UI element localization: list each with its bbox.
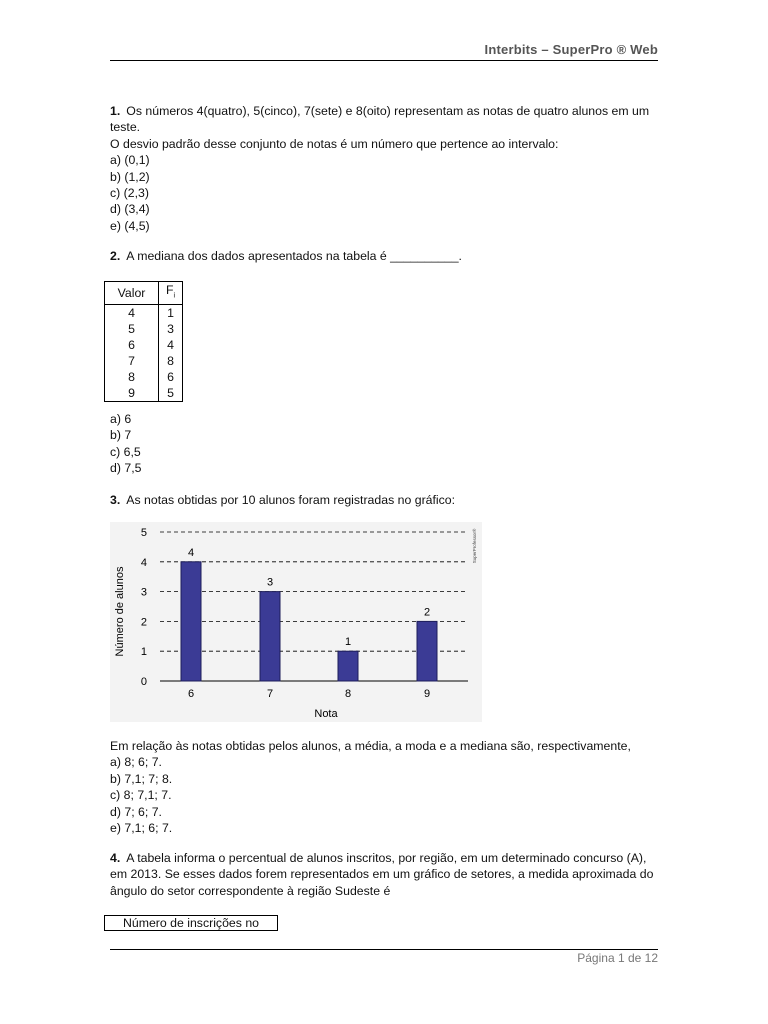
question-2	[110, 248, 660, 264]
question-4	[110, 850, 660, 899]
bar	[181, 562, 201, 681]
option-c: c) 8; 7,1; 7.	[110, 788, 172, 803]
footer-rule	[110, 949, 658, 950]
y-tick-label: 2	[140, 616, 147, 629]
data-label: 2	[423, 606, 431, 619]
question-number: 3.	[110, 493, 121, 507]
header-rule	[110, 60, 658, 61]
table-row: 8 6	[105, 369, 183, 385]
y-tick-label: 1	[140, 646, 147, 659]
table-row: 7 8	[105, 353, 183, 369]
option-c: c) (2,3)	[110, 186, 149, 201]
y-tick-label: 5	[140, 527, 147, 539]
y-tick-label: 0	[140, 676, 147, 688]
bar	[338, 651, 358, 681]
question-1	[110, 103, 660, 234]
data-label: 4	[187, 546, 195, 559]
question-text: A tabela informa o percentual de alunos inscritos, por região, em um determinado concurso (A), em 2013. Se esses dados forem representados em um gráfico de setores, a medida aproximada do ângulo do setor correspondente à região Sudeste é	[110, 851, 654, 898]
option-d: d) 7,5	[110, 461, 142, 476]
option-b: b) 7	[110, 428, 132, 443]
question-3	[110, 492, 660, 508]
option-e: e) 7,1; 6; 7.	[110, 821, 173, 836]
bar	[417, 621, 437, 681]
bar-chart	[110, 522, 482, 722]
x-tick-label: 7	[266, 688, 274, 700]
option-b: b) (1,2)	[110, 169, 150, 184]
table-header-valor: Valor	[105, 282, 159, 305]
question-text: Os números 4(quatro), 5(cinco), 7(sete) e 8(oito) representam as notas de quatro alunos em um teste.	[110, 104, 650, 135]
watermark-text: SuperProfessor®	[472, 528, 477, 564]
question-text-2: O desvio padrão desse conjunto de notas é um número que pertence ao intervalo:	[110, 136, 559, 151]
question-number: 4.	[110, 851, 121, 865]
y-tick-label: 3	[140, 586, 147, 599]
x-axis-title: Nota	[314, 708, 338, 720]
y-axis-title: Número de alunos	[114, 566, 126, 657]
question-3-options	[110, 738, 660, 836]
question-2-options	[110, 411, 660, 477]
q4-table-header: Número de inscrições no	[104, 915, 278, 931]
table-row: 9 5	[105, 385, 183, 402]
table-header-fi: $F_i$	[159, 282, 183, 305]
option-d: d) (3,4)	[110, 202, 150, 217]
data-label: 1	[344, 636, 352, 649]
data-label: 3	[266, 576, 274, 589]
table-row: 5 3	[105, 321, 183, 337]
table-row: 6 4	[105, 337, 183, 353]
option-e: e) (4,5)	[110, 218, 150, 233]
question-number: 2.	[110, 249, 121, 263]
option-a: a) (0,1)	[110, 153, 150, 168]
option-d: d) 7; 6; 7.	[110, 804, 162, 819]
frequency-table	[104, 281, 183, 402]
bar	[260, 592, 280, 681]
x-tick-label: 8	[344, 688, 352, 700]
header-title: Interbits – SuperPro ® Web	[484, 42, 658, 57]
page-number: Página 1 de 12	[577, 951, 658, 965]
question-text: A mediana dos dados apresentados na tabela é __________.	[126, 249, 462, 263]
x-tick-label: 9	[423, 688, 431, 700]
option-a: a) 8; 6; 7.	[110, 755, 162, 770]
x-tick-label: 6	[187, 688, 195, 700]
table-row: 4 1	[105, 305, 183, 322]
option-b: b) 7,1; 7; 8.	[110, 771, 173, 786]
question-text: As notas obtidas por 10 alunos foram registradas no gráfico:	[126, 493, 456, 507]
option-c: c) 6,5	[110, 444, 141, 459]
y-tick-label: 4	[140, 556, 147, 569]
question-text-2: Em relação às notas obtidas pelos alunos, a média, a moda e a mediana são, respectivamente,	[110, 739, 631, 753]
question-number: 1.	[110, 104, 121, 118]
option-a: a) 6	[110, 412, 132, 426]
